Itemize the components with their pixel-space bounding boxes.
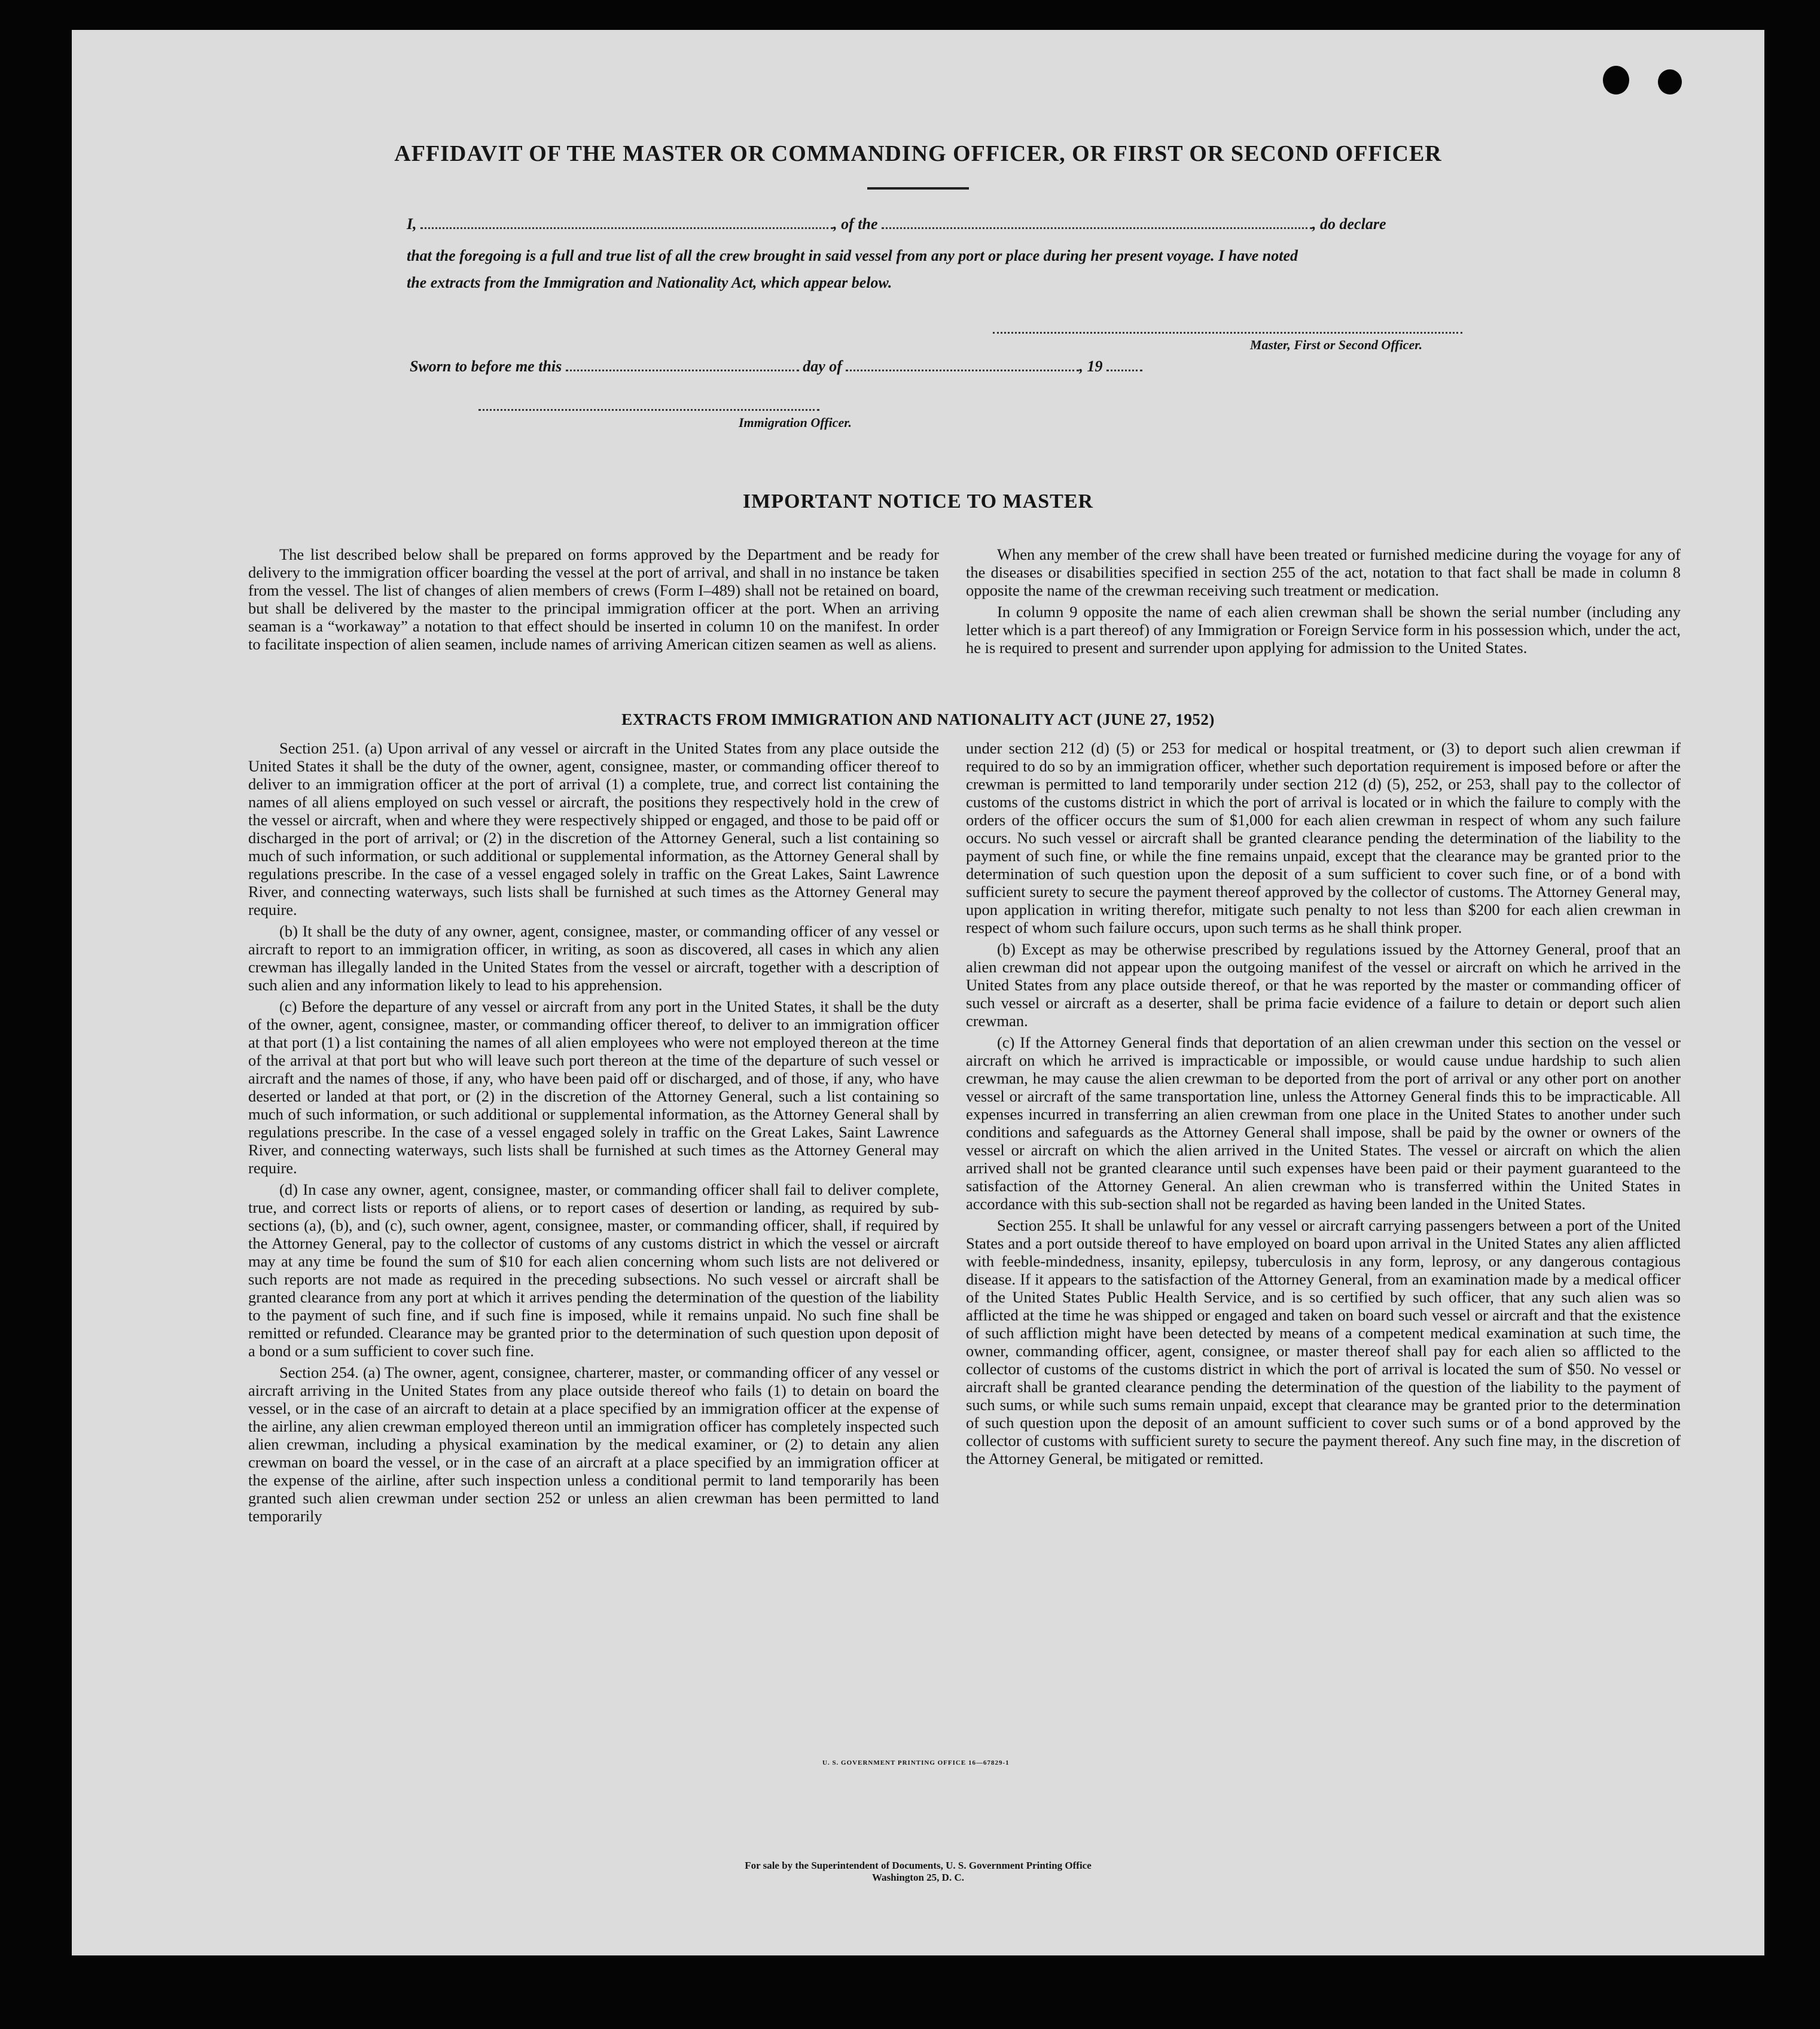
vessel-name-field[interactable]	[882, 227, 1312, 229]
sale-notice	[72, 1860, 1764, 1884]
section-paragraph: (c) Before the departure of any vessel or aircraft from any port in the United States, it shall be the duty of the owner, agent, consignee, master, or commanding officer thereof, to deliver to an immigration officer at that port (1) a list containing the names of all alien employees who were not employed thereon at the time of the arrival at that port but who will leave such port thereon at the time of the departure of such vessel or aircraft and the names of those, if any, who have been paid off or discharged, and of those, if any, who have deserted or landed at that port, or (2) in the discretion of the Attorney General, such a list containing so much of such information, or such additional or supplemental information, as the Attorney General shall by regulations prescribe. In the case of a vessel engaged solely in traffic on the Great Lakes, Saint Lawrence River, and connecting waterways, such lists shall be furnished at such times as the Attorney General may require.	[248, 997, 939, 1177]
punch-hole	[1603, 66, 1629, 94]
notice-paragraph: When any member of the crew shall have been treated or furnished medicine during the voyage for any of the diseases or disabilities specified in section 255 of the act, notation to that fact shall be made in column 8 opposite the name of the crewman receiving such treatment or medication.	[966, 545, 1681, 599]
master-signature-label: Master, First or Second Officer.	[1250, 337, 1423, 352]
sworn-month-field[interactable]	[846, 370, 1079, 371]
notice-paragraph: The list described below shall be prepared on forms approved by the Department and be ready for delivery to the immigration officer boarding the vessel at the port of arrival, and shall in no instance be taken from the vessel. The list of changes of alien members of crews (Form I–489) shall not be retained on board, but shall be delivered by the master to the principal immigration officer at the port. When an arriving seaman is a “workaway” a notation to that effect should be inserted in column 10 on the manifest. In order to facilitate inspection of alien seamen, include names of arriving American citizen seamen as well as aliens.	[248, 545, 939, 653]
punch-hole	[1658, 69, 1682, 94]
section-paragraph: Section 251. (a) Upon arrival of any vessel or aircraft in the United States from any place outside the United States it shall be the duty of the owner, agent, consignee, master, or commanding officer thereof to deliver to an immigration officer at the port of arrival (1) a complete, true, and correct list containing the names of all aliens employed on such vessel or aircraft, the positions they respectively hold in the crew of the vessel or aircraft, when and where they were respectively shipped or engaged, and those to be paid off or discharged in the port of arrival; or (2) in the discretion of the Attorney General, such a list containing so much of such information, or such additional or supplemental information, as the Attorney General shall by regulations prescribe. In the case of a vessel engaged solely in traffic on the Great Lakes, Saint Lawrence River, and connecting waterways, such lists shall be furnished at such times as the Attorney General may require.	[248, 739, 939, 919]
section-paragraph: Section 255. It shall be unlawful for any vessel or aircraft carrying passengers between a port of the United States and a port outside thereof to have employed on board upon arrival in the United States any alien afflicted with feeble-mindedness, insanity, epilepsy, tuberculosis in any form, leprosy, or any dangerous contagious disease. If it appears to the satisfaction of the Attorney General, from an examination made by a medical officer of the United States Public Health Service, and is so certified by such officer, that any such alien was so afflicted at the time he was shipped or engaged and taken on board such vessel or aircraft and that the existence of such affliction might have been detected by means of a competent medical examination at such time, the owner, commanding officer, agent, consignee, or master thereof shall pay for each alien so afflicted to the collector of customs of the customs district in which the port of arrival is located the sum of $50. No vessel or aircraft shall be granted clearance pending the determination of the question of the liability to the payment of such sums, or while such sums remain unpaid, except that clearance may be granted prior to the determination of such question upon the deposit of an amount sufficient to cover such sums or of a bond approved by the collector of customs with sufficient surety to secure the payment thereof. Any such fine may, in the discretion of the Attorney General, be mitigated or remitted.	[966, 1216, 1681, 1467]
gpo-mark: U. S. GOVERNMENT PRINTING OFFICE 16—67829-1	[822, 1759, 1010, 1766]
declarant-name-field[interactable]	[420, 227, 833, 229]
sale-notice-line-1: For sale by the Superintendent of Documents, U. S. Government Printing Office	[745, 1860, 1092, 1871]
title-underline	[867, 187, 969, 190]
sale-notice-line-2: Washington 25, D. C.	[872, 1872, 964, 1883]
sworn-prefix: Sworn to before me this	[410, 358, 562, 375]
notice-left-column	[248, 545, 939, 657]
declaration-text-line-3: the extracts from the Immigration and Nationality Act, which appear below.	[407, 274, 892, 291]
year-label: , 19	[1079, 358, 1103, 375]
section-paragraph: under section 212 (d) (5) or 253 for medical or hospital treatment, or (3) to deport such alien crewman if required to do so by an immigration officer, whether such deportation requirement is imposed before or after the crewman is permitted to land temporarily under section 212 (d) (5), 252, or 253, shall pay to the collector of customs of the customs district in which the port of arrival is located or in which the failure to comply with the orders of the officer occurs the sum of $1,000 for each alien crewman in respect of whom any such failure occurs. No such vessel or aircraft shall be granted clearance pending the determination of the liability to the payment of such fine, or while the fine remains unpaid, except that the clearance may be granted prior to the determination of such question upon the deposit of a sum sufficient to cover such fine, or of a bond with sufficient surety to secure the payment thereof approved by the collector of customs. The Attorney General may, upon application in writing therefor, mitigate such penalty to not less than $200 for each alien crewman in respect of whom such failure occurs, upon such terms as he shall think proper.	[966, 739, 1681, 936]
extracts-left-column	[248, 739, 939, 1528]
affidavit-title: AFFIDAVIT OF THE MASTER OR COMMANDING OFFICER, OR FIRST OR SECOND OFFICER	[394, 141, 1442, 166]
declaration-text-line-2: that the foregoing is a full and true list of all the crew brought in said vessel from any port or place during her present voyage. I have noted	[407, 247, 1298, 264]
section-paragraph: (b) It shall be the duty of any owner, agent, consignee, master, or commanding officer of any vessel or aircraft to report to an immigration officer, in writing, as soon as discovered, all cases in which any alien crewman has illegally landed in the United States from the vessel or aircraft, together with a description of such alien and any information likely to lead to his apprehension.	[248, 922, 939, 994]
of-the-label: , of the	[833, 215, 878, 233]
day-of-label: day of	[803, 358, 842, 375]
document-page	[72, 30, 1764, 1955]
section-paragraph: (b) Except as may be otherwise prescribed by regulations issued by the Attorney General, proof that an alien crewman did not appear upon the outgoing manifest of the vessel or aircraft on which he arrived in the United States from any place outside thereof, or that he was reported by the master or commanding officer of such vessel or aircraft as a deserter, shall be prima facie evidence of a failure to detain or deport such alien crewman.	[966, 940, 1681, 1030]
sworn-year-field[interactable]	[1106, 370, 1142, 371]
sworn-date-field[interactable]	[566, 370, 799, 371]
master-signature-line[interactable]	[993, 332, 1462, 334]
notice-right-column	[966, 545, 1681, 660]
section-paragraph: Section 254. (a) The owner, agent, consignee, charterer, master, or commanding officer of any vessel or aircraft arriving in the United States from any place outside thereof who fails (1) to detain on board the vessel, or in the case of an aircraft to detain at a place specified by an immigration officer at the expense of the airline, any alien crewman employed thereon until an immigration officer has completely inspected such alien crewman, including a physical examination by the medical examiner, or (2) to detain any alien crewman on board the vessel, or in the case of an aircraft at a place specified by an immigration officer at the expense of the airline, after such inspection unless a conditional permit to land temporarily has been granted such alien crewman under section 252 or unless an alien crewman has been permitted to land temporarily	[248, 1363, 939, 1525]
do-declare-label: , do declare	[1312, 215, 1386, 233]
declaration-line	[407, 215, 1386, 233]
extracts-right-column	[966, 739, 1681, 1471]
extracts-title: EXTRACTS FROM IMMIGRATION AND NATIONALITY ACT (JUNE 27, 1952)	[621, 710, 1215, 728]
notice-paragraph: In column 9 opposite the name of each alien crewman shall be shown the serial number (including any letter which is a part thereof) of any Immigration or Foreign Service form in his possession which, under the act, he is required to present and surrender upon applying for admission to the United States.	[966, 603, 1681, 657]
declarant-prefix: I,	[407, 215, 417, 233]
officer-signature-line[interactable]	[478, 409, 819, 411]
section-paragraph: (d) In case any owner, agent, consignee, master, or commanding officer shall fail to deliver complete, true, and correct lists or reports of aliens, or to report cases of desertion or landing, as required by sub-sections (a), (b), and (c), such owner, agent, consignee, master, or commanding officer, shall, if required by the Attorney General, pay to the collector of customs of any customs district in which the vessel or aircraft may at any time be found the sum of $10 for each alien concerning whom such lists are not delivered or such reports are not made as required in the preceding subsections. No such vessel or aircraft shall be granted clearance from any port at which it arrives pending the determination of the question of the liability to the payment of such fine, and if such fine is imposed, while it remains unpaid. No such fine shall be remitted or refunded. Clearance may be granted prior to the determination of such question upon deposit of a bond or a sum sufficient to cover such fine.	[248, 1180, 939, 1360]
sworn-line	[410, 358, 1142, 376]
officer-signature-label: Immigration Officer.	[739, 415, 852, 430]
section-paragraph: (c) If the Attorney General finds that deportation of an alien crewman under this section on the vessel or aircraft on which he arrived is impracticable or impossible, or would cause undue hardship to such alien crewman, he may cause the alien crewman to be deported from the port of arrival or any other port on another vessel or aircraft of the same transportation line, unless the Attorney General finds this to be impracticable. All expenses incurred in transferring an alien crewman from one place in the United States to another under such conditions and safeguards as the Attorney General shall impose, shall be paid by the owner or owners of the vessel or aircraft on which the alien arrived in the United States. The vessel or aircraft on which the alien arrived shall not be granted clearance until such expenses have been paid or their payment guaranteed to the satisfaction of the Attorney General. An alien crewman who is transferred within the United States in accordance with this sub-section shall not be regarded as having been landed in the United States.	[966, 1033, 1681, 1213]
notice-title: IMPORTANT NOTICE TO MASTER	[742, 490, 1094, 512]
